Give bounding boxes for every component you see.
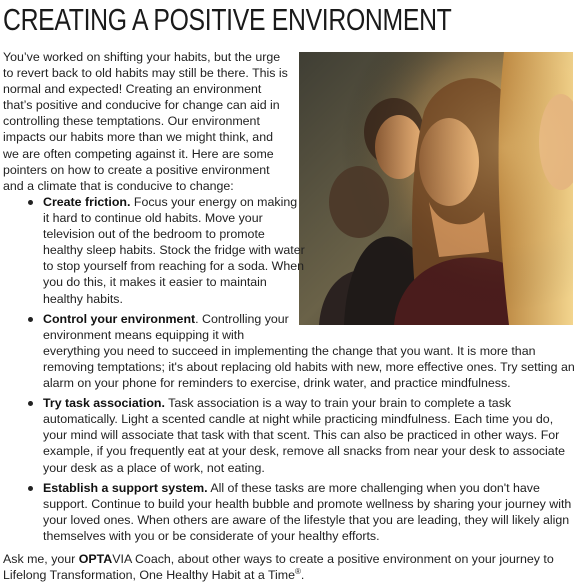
tip-heading: Try task association. — [43, 396, 165, 411]
tip-heading: Control your environment — [43, 311, 196, 326]
page-title: CREATING A POSITIVE ENVIRONMENT — [3, 2, 452, 37]
tip-text: All of these tasks are more challenging when you don't have support. Continue to build your health bubble and promote wellness by sharing your journey with your loved ones. When others are aware of the lifestyle that you are leading, they will likely align themselves with you or be considerate of your healthy efforts. — [43, 480, 572, 543]
closing-paragraph — [3, 551, 575, 583]
tip-control-environment — [0, 311, 576, 391]
closing-text: Ask me, your — [3, 552, 79, 566]
tips-list — [0, 194, 576, 548]
tip-heading: Establish a support system. — [43, 480, 208, 495]
tip-text-narrow — [43, 311, 298, 343]
tip-text-continued: everything you need to succeed in implementing the change that you want. It is more than removing temptations; it's about replacing old habits with new, more effective ones. Try setting an alarm on your phone for reminders to exercise, drink water, and practice mindfulness. — [43, 343, 575, 391]
tip-heading: Create friction. — [43, 195, 131, 209]
brand-bold: OPTA — [78, 552, 113, 566]
closing-text-rest: VIA Coach, about other ways to create a positive environment on your journey to Lifelong Transformation, One Healthy Habit at a Time — [3, 552, 554, 583]
registered-mark: ® — [295, 566, 301, 576]
tip-create-friction — [0, 194, 306, 307]
closing-end: . — [300, 568, 305, 583]
tip-text: . Controlling your environment means equipping it with — [43, 311, 289, 342]
tip-text: Focus your energy on making it hard to continue old habits. Move your television out of the bedroom to promote healthy sleep habits. Stock the fridge with water to stop yourself from reaching for a soda. When you do this, it makes it easier to maintain healthy habits. — [43, 195, 305, 306]
tip-support-system — [0, 480, 576, 544]
intro-paragraph: You’ve worked on shifting your habits, but the urge to revert back to old habits may still be there. This is normal and expected! Creating an environment that’s positive and conducive for change can aid in controlling these temptations. Our environment impacts our habits more than we might think, and we are often competing against it. Here are some pointers on how to create a positive environment and a climate that is conducive to change: — [3, 50, 288, 193]
tip-task-association — [0, 395, 576, 475]
tip-text: Task association is a way to train your brain to complete a task automatically. Light a scented candle at night while practicing mindfulness. Each time you do, your mind will associate that task with that scent. This can also be practiced in other ways. For example, if you frequently eat at your desk, remove all snacks from near your desk to associate your desk as a place of work, not eating. — [43, 396, 566, 475]
